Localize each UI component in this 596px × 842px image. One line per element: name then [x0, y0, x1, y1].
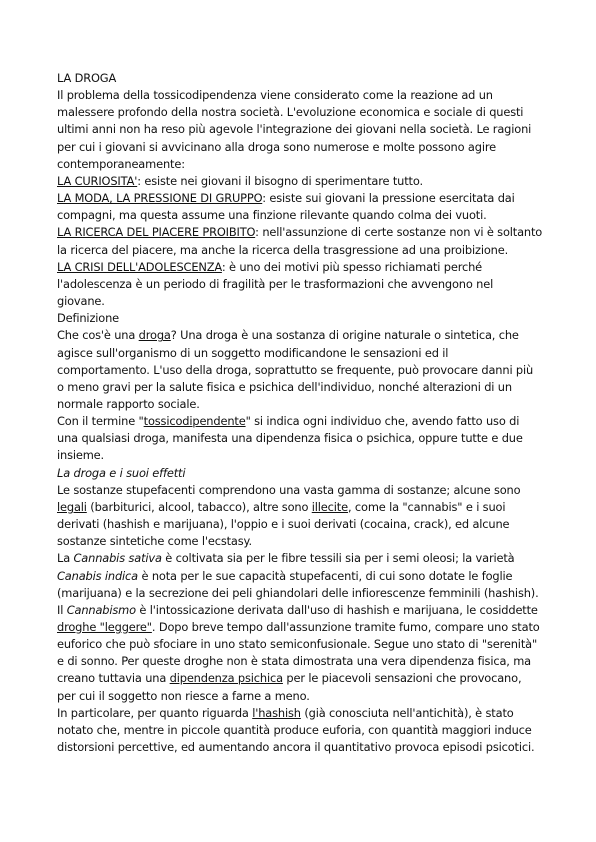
cannabismo-paragraph: [57, 602, 543, 705]
substances-paragraph: [57, 482, 543, 551]
document-page: [57, 70, 543, 756]
link-dipendenza-psichica[interactable]: dipendenza psichica: [169, 671, 283, 686]
reason-term: LA CURIOSITA': [57, 173, 138, 188]
text-run: (barbiturici, alcool, tabacco), altre sono: [86, 499, 312, 514]
definition-paragraph: [57, 327, 543, 413]
intro-paragraph: Il problema della tossicodipendenza viene considerato come la reazione ad un malessere profondo della nostra società. L'evoluzione economica e sociale di questi ultimi anni non ha reso più agevole l'integrazione dei giovani nella società. Le ragioni per cui i giovani si avvicinano alla droga sono numerose e molte possono agire contemporaneamente:: [57, 88, 532, 171]
link-hashish[interactable]: l'hashish: [252, 705, 301, 720]
definition-heading: Definizione: [57, 311, 120, 326]
italic-term: Cannabis sativa: [73, 551, 162, 566]
text-run: è coltivata sia per le fibre tessili sia per i semi oleosi; la varietà: [161, 551, 515, 566]
link-droghe-leggere[interactable]: droghe "leggere": [57, 620, 152, 634]
reason-term: LA MODA, LA PRESSIONE DI GRUPPO: [57, 191, 263, 206]
text-run: è l'intossicazione derivata dall'uso di hashish e marijuana, le cosiddette: [135, 602, 538, 617]
text-run: Con il termine ": [57, 414, 144, 429]
document-title: LA DROGA: [57, 71, 117, 85]
text-run: Che cos'è una: [57, 328, 139, 343]
reason-term: LA RICERCA DEL PIACERE PROIBITO: [57, 225, 256, 240]
text-run: (già conosciuta nell'antichità), è stato notato che, mentre in piccole quantità produce euforia, con quantità maggiori induce distorsioni percettive, ed aumentando ancora il quantitativo provoca episodi psicotici.: [57, 705, 535, 755]
reason-text: : esiste nei giovani il bisogno di sperimentare tutto.: [137, 173, 423, 188]
link-illecite[interactable]: illecite: [311, 499, 348, 514]
effects-heading: La droga e i suoi effetti: [57, 465, 186, 480]
text-run: , come la "cannabis" e i suoi derivati (hashish e marijuana), l'oppio e i suoi derivati (cocaina, crack), ed alcune sostanze sintetiche come l'ecstasy.: [57, 499, 510, 549]
link-legali[interactable]: legali: [57, 499, 87, 514]
tossicodipendente-paragraph: [57, 413, 543, 464]
text-run: In particolare, per quanto riguarda: [57, 705, 253, 720]
text-run: La: [57, 551, 74, 566]
cannabis-paragraph: [57, 550, 543, 601]
italic-term: Cannabismo: [66, 602, 136, 617]
reason-adolescence: [57, 259, 543, 310]
text-run: . Dopo breve tempo dall'assunzione tramite fumo, compare uno stato euforico che può sfociare in uno stato semiconfusionale. Segue uno stato di "serenità" e di sonno. Per queste droghe non è stata dimostrata una vera dipendenza fisica, ma creano tuttavia una: [57, 620, 540, 686]
link-tossicodipendente[interactable]: tossicodipendente: [143, 414, 246, 429]
italic-term: Canabis indica: [57, 568, 139, 583]
text-run: " si indica ogni individuo che, avendo fatto uso di una qualsiasi droga, manifesta una dipendenza fisica o psichica, oppure tutte e due insieme.: [57, 414, 523, 463]
reason-curiosity: [57, 173, 543, 190]
hashish-paragraph: [57, 705, 543, 756]
reason-text: : è uno dei motivi più spesso richiamati perché l'adolescenza è un periodo di fragilità per le trasformazioni che avvengono nel giovane.: [57, 259, 494, 309]
reason-text: : esiste sui giovani la pressione esercitata dai compagni, ma questa assume una finzione rilevante quando colma dei vuoti.: [57, 191, 515, 223]
reason-text: : nell'assunzione di certe sostanze non vi è soltanto la ricerca del piacere, ma anche la ricerca della trasgressione ad una proibizione.: [57, 225, 543, 257]
text-run: Il: [57, 602, 67, 617]
text-run: è nota per le sue capacità stupefacenti, di cui sono dotate le foglie (marijuana) e la secrezione dei peli ghiandolari delle infiorescenze femminili (hashish).: [57, 568, 539, 600]
reason-forbidden-pleasure: [57, 224, 543, 258]
reason-term: LA CRISI DELL'ADOLESCENZA: [57, 259, 222, 274]
text-run: Le sostanze stupefacenti comprendono una vasta gamma di sostanze; alcune sono: [57, 482, 521, 497]
link-droga[interactable]: droga: [138, 328, 171, 343]
reason-fashion: [57, 190, 543, 224]
text-run: per le piacevoli sensazioni che provocano, per cui il soggetto non riesce a farne a meno.: [57, 671, 522, 703]
text-run: ? Una droga è una sostanza di origine naturale o sintetica, che agisce sull'organismo di un soggetto modificandone le sensazioni ed il comportamento. L'uso della droga, soprattutto se frequente, può provocare danni più o meno gravi per la salute fisica e psichica dell'individuo, nonché alterazioni di un normale rapporto sociale.: [57, 328, 534, 411]
